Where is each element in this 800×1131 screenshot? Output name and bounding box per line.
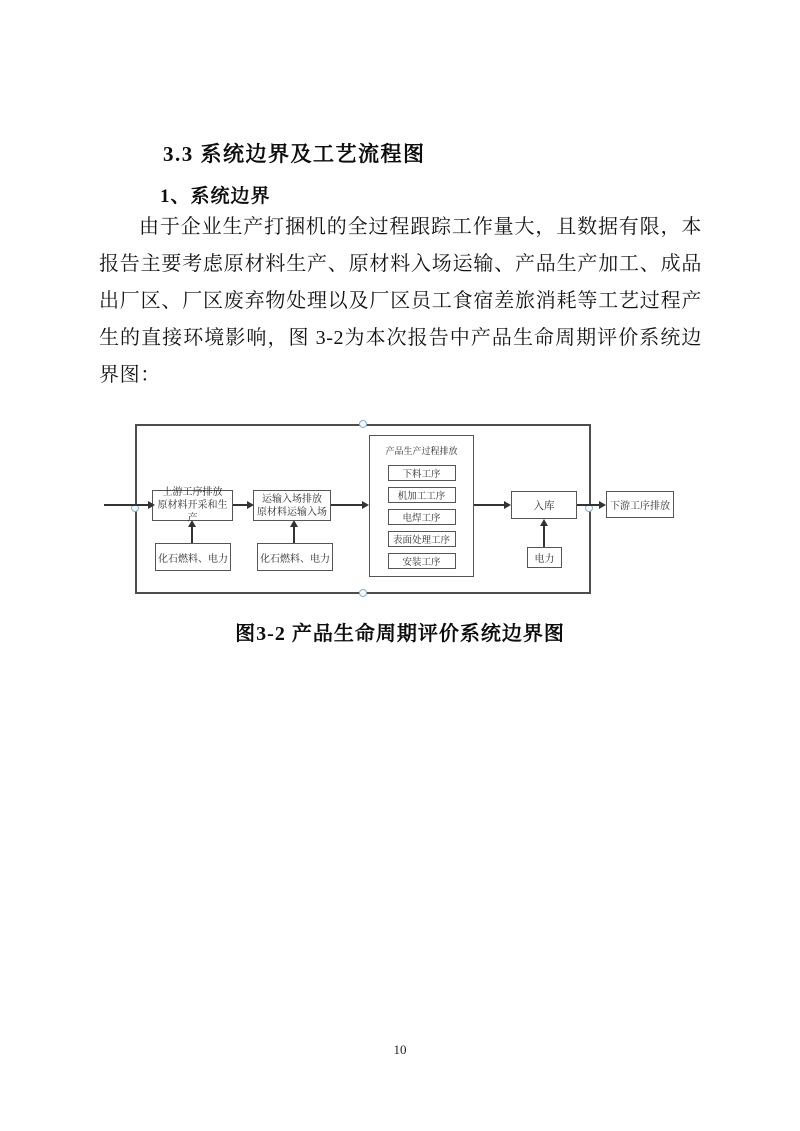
fossil-fuel-box-1: 化石燃料、电力: [155, 543, 231, 571]
step-box-surface-treatment: 表面处理工序: [388, 531, 456, 547]
upstream-process-box: [152, 487, 233, 524]
transport-line2: 原材料运输入场: [257, 506, 327, 518]
subsection-heading: 1、系统边界: [160, 186, 271, 207]
step-box-assembly: 安装工序: [388, 553, 456, 569]
production-process-box: [369, 435, 474, 577]
page-number: 10: [393, 1042, 407, 1057]
figure-caption: 图3-2 产品生命周期评价系统边界图: [235, 623, 565, 645]
transport-process-box: [253, 490, 331, 521]
step-box-welding: 电焊工序: [388, 509, 456, 525]
downstream-emission-box: 下游工序排放: [606, 491, 674, 518]
production-box-title: 产品生产过程排放: [385, 446, 458, 456]
upstream-line1: 上游工序排放: [162, 487, 223, 498]
transport-line1: 运输入场排放: [262, 493, 322, 505]
warehouse-box: 入库: [511, 491, 577, 519]
upstream-line2: 原材料开采和生产: [157, 500, 228, 524]
frame-handle-bottom: [359, 589, 367, 597]
electricity-box: 电力: [527, 547, 562, 568]
fossil-fuel-box-2: 化石燃料、电力: [257, 543, 333, 571]
step-box-cutting: 下料工序: [388, 465, 456, 481]
body-paragraph: 由于企业生产打捆机的全过程跟踪工作量大，且数据有限，本报告主要考虑原材料生产、原材料入场运输、产品生产加工、成品出厂区、厂区废弃物处理以及厂区员工食宿差旅消耗等工艺过程产生的直接环境影响，图 3-2为本次报告中产品生命周期评价系统边界图：: [99, 216, 702, 386]
step-box-machining: 机加工工序: [388, 487, 456, 503]
section-heading: 3.3 系统边界及工艺流程图: [163, 142, 426, 166]
frame-handle-top: [359, 420, 367, 428]
